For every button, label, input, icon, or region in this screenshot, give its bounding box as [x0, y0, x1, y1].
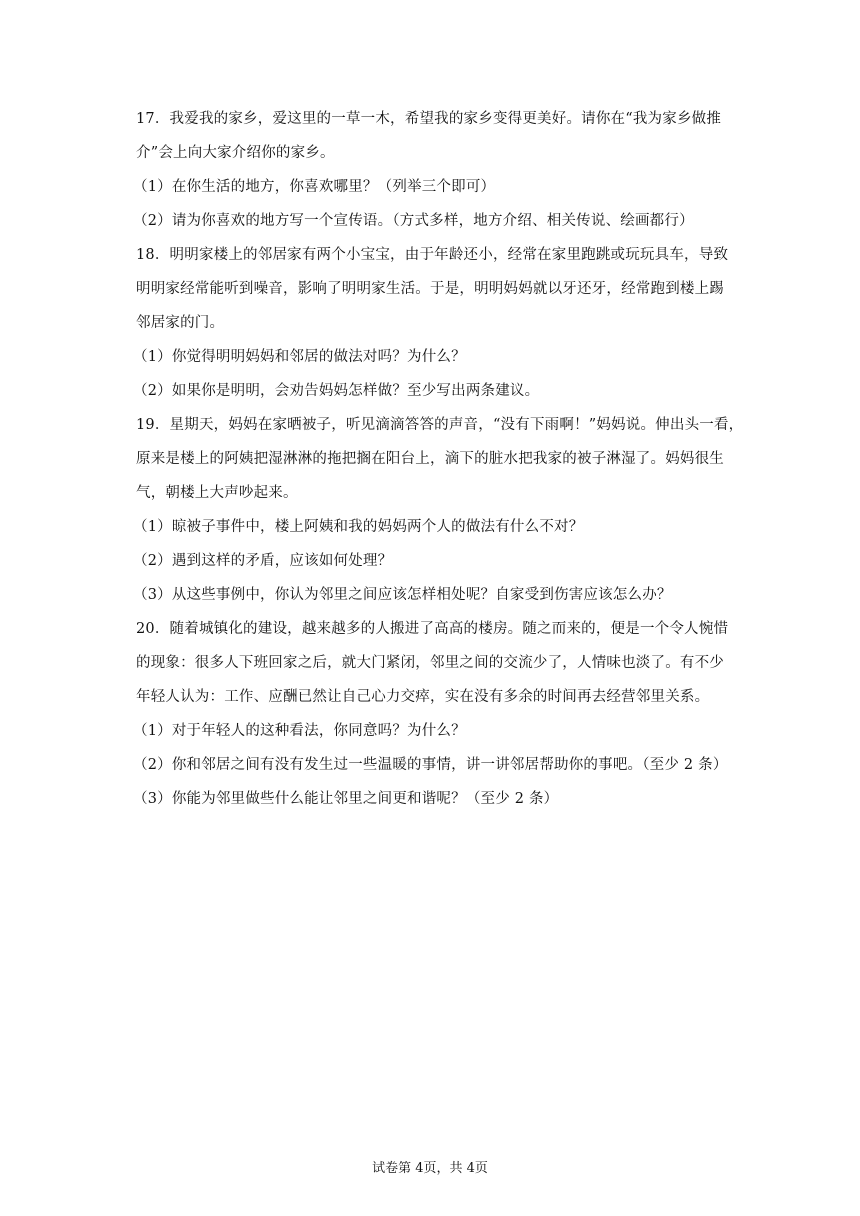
sub-question: （2）请为你喜欢的地方写一个宣传语。（方式多样，地方介绍、相关传说、绘画都行） [133, 213, 694, 229]
sub-question: （2）遇到这样的矛盾，应该如何处理？ [133, 553, 393, 569]
sub-question: （2）如果你是明明，会劝告妈妈怎样做？至少写出两条建议。 [133, 383, 540, 399]
question-text-line: 邻居家的门。 [136, 315, 225, 331]
sub-question: （1）在你生活的地方，你喜欢哪里？（列举三个即可） [133, 179, 496, 195]
question-19 [133, 415, 744, 605]
question-text-line: 20．随着城镇化的建设，越来越多的人搬进了高高的楼房。随之而来的，便是一个令人惋惜 [136, 621, 729, 637]
question-text-line: 年轻人认为：工作、应酬已然让自己心力交瘁，实在没有多余的时间再去经营邻里关系。 [136, 689, 710, 705]
sub-question: （1）晾被子事件中，楼上阿姨和我的妈妈两个人的做法有什么不对？ [133, 519, 584, 535]
question-text-line: 的现象：很多人下班回家之后，就大门紧闭，邻里之间的交流少了，人情味也淡了。有不少 [136, 655, 724, 671]
sub-question: （2）你和邻居之间有没有发生过一些温暖的事情，讲一讲邻居帮助你的事吧。（至少 2 条） [133, 757, 728, 773]
sub-question: （3）从这些事例中，你认为邻里之间应该怎样相处呢？自家受到伤害应该怎么办？ [133, 587, 672, 603]
question-text-line: 明明家经常能听到噪音，影响了明明家生活。于是，明明妈妈就以牙还牙，经常跑到楼上踢 [136, 281, 724, 297]
question-text-line: 18．明明家楼上的邻居家有两个小宝宝，由于年龄还小，经常在家里跑跳或玩玩具车，导致 [136, 247, 729, 263]
question-20 [133, 619, 736, 809]
page-footer: 试卷第 4页，共 4页 [372, 1161, 488, 1176]
question-text-line: 19．星期天，妈妈在家晒被子，听见滴滴答答的声音，“没有下雨啊！”妈妈说。伸出头一看， [136, 417, 744, 433]
question-18 [133, 245, 736, 401]
question-text-line: 原来是楼上的阿姨把湿淋淋的拖把搁在阳台上，滴下的脏水把我家的被子淋湿了。妈妈很生 [136, 451, 724, 467]
sub-question: （1）你觉得明明妈妈和邻居的做法对吗？为什么？ [133, 349, 466, 365]
sub-question: （1）对于年轻人的这种看法，你同意吗？为什么？ [133, 723, 466, 739]
question-list [133, 109, 744, 823]
question-text-line: 介”会上向大家介绍你的家乡。 [136, 145, 335, 161]
question-text-line: 17．我爱我的家乡，爱这里的一草一木，希望我的家乡变得更美好。请你在“我为家乡做推 [136, 111, 722, 127]
question-text-line: 气，朝楼上大声吵起来。 [136, 485, 298, 501]
question-17 [133, 109, 736, 231]
sub-question: （3）你能为邻里做些什么能让邻里之间更和谐呢？（至少 2 条） [133, 791, 559, 807]
